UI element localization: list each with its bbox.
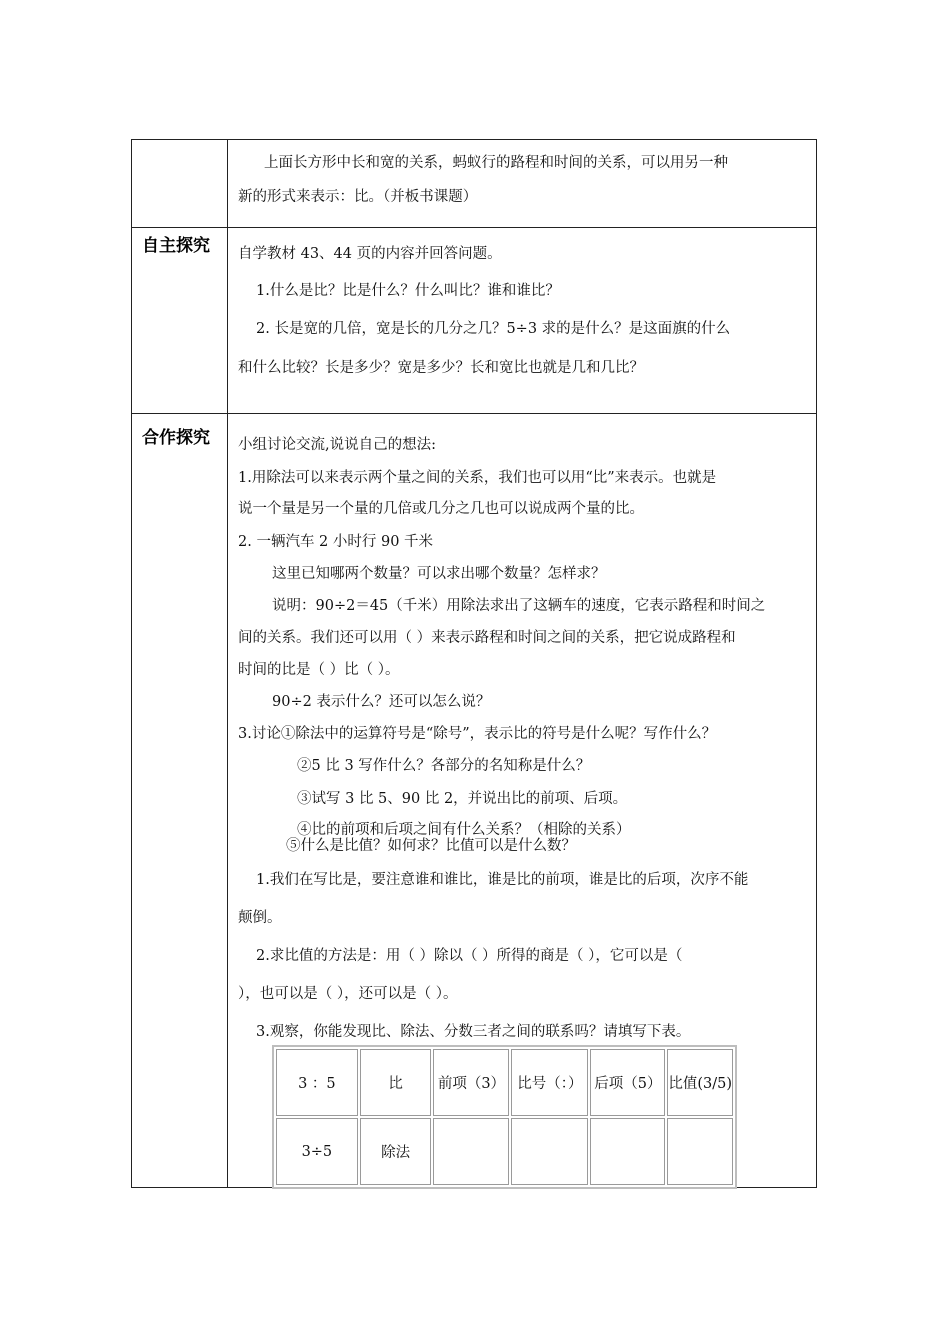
lesson-table [131, 139, 817, 1188]
table-cell: 比 [360, 1049, 432, 1116]
intro-line-1: 上面长方形中长和宽的关系，蚂蚁行的路程和时间的关系，可以用另一种 [264, 155, 728, 171]
hezuo-line: 3.观察，你能发现比、除法、分数三者之间的联系吗？请填写下表。 [256, 1024, 691, 1040]
hezuo-line: ②5 比 3 写作什么？各部分的名知称是什么？ [297, 758, 591, 774]
hezuo-line: ⑤什么是比值？如何求？比值可以是什么数？ [286, 838, 576, 854]
table-cell: 后项（5） [590, 1049, 665, 1116]
intro-line-2: 新的形式来表示：比。（并板书课题） [238, 189, 478, 205]
table-row [276, 1118, 733, 1185]
zizhu-line: 和什么比较？长是多少？宽是多少？长和宽比也就是几和几比？ [238, 360, 644, 376]
table-cell[interactable] [433, 1118, 509, 1185]
table-cell: 3 ：5 [276, 1049, 358, 1116]
hezuo-line: 说明：90÷2＝45（千米）用除法求出了这辆车的速度，它表示路程和时间之 [272, 598, 766, 614]
table-cell: 前项（3） [433, 1049, 509, 1116]
row-divider [132, 413, 816, 414]
ratio-division-table [272, 1045, 737, 1189]
zizhu-line: 2. 长是宽的几倍，宽是长的几分之几？5÷3 求的是什么？是这面旗的什么 [256, 321, 731, 337]
table-row [276, 1049, 733, 1116]
hezuo-line: 3.讨论①除法中的运算符号是“除号”，表示比的符号是什么呢？写作什么？ [238, 726, 717, 742]
zizhu-line: 自学教材 43、44 页的内容并回答问题。 [238, 246, 502, 262]
table-cell: 3÷5 [276, 1118, 358, 1185]
section-label-zizhu: 自主探究 [142, 236, 210, 256]
hezuo-line: 这里已知哪两个数量？可以求出哪个数量？怎样求？ [272, 566, 606, 582]
column-divider [227, 140, 228, 1187]
table-cell: 比值(3/5) [667, 1049, 733, 1116]
zizhu-line: 1.什么是比？比是什么？什么叫比？谁和谁比？ [256, 283, 560, 299]
section-label-hezuo: 合作探究 [142, 428, 210, 448]
hezuo-line: 90÷2 表示什么？还可以怎么说？ [272, 694, 491, 710]
table-cell: 除法 [360, 1118, 432, 1185]
hezuo-line: ④比的前项和后项之间有什么关系？（相除的关系） [297, 822, 631, 838]
table-cell: 比号（：） [511, 1049, 588, 1116]
hezuo-line: ），也可以是（ ），还可以是（ ）。 [238, 986, 458, 1002]
hezuo-line: 2. 一辆汽车 2 小时行 90 千米 [238, 534, 434, 550]
hezuo-line: 1.用除法可以来表示两个量之间的关系，我们也可以用“比”来表示。也就是 [238, 470, 717, 486]
hezuo-line: 1.我们在写比是，要注意谁和谁比，谁是比的前项，谁是比的后项，次序不能 [256, 872, 749, 888]
table-cell[interactable] [667, 1118, 733, 1185]
hezuo-line: 颠倒。 [238, 910, 282, 926]
hezuo-line: 2.求比值的方法是：用（ ）除以（ ）所得的商是（ ），它可以是（ [256, 948, 683, 964]
hezuo-line: 时间的比是（ ）比（ ）。 [238, 662, 400, 678]
hezuo-line: 说一个量是另一个量的几倍或几分之几也可以说成两个量的比。 [238, 501, 644, 517]
row-divider [132, 227, 816, 228]
table-cell[interactable] [590, 1118, 665, 1185]
hezuo-line: 小组讨论交流,说说自己的想法: [238, 437, 436, 453]
table-cell[interactable] [511, 1118, 588, 1185]
hezuo-line: ③试写 3 比 5、90 比 2，并说出比的前项、后项。 [297, 791, 628, 807]
hezuo-line: 间的关系。我们还可以用（ ）来表示路程和时间之间的关系，把它说成路程和 [238, 630, 736, 646]
